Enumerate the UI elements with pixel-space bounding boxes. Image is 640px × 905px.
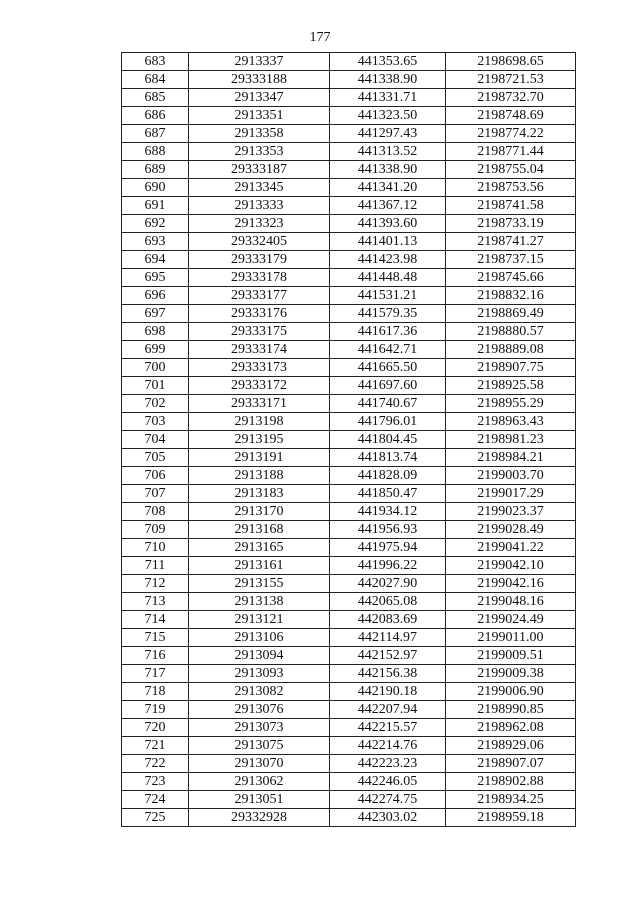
y-coordinate-cell: 2199041.22	[446, 539, 576, 557]
point-id-cell: 29332928	[189, 809, 330, 827]
row-number-cell: 685	[122, 89, 189, 107]
x-coordinate-cell: 442156.38	[330, 665, 446, 683]
y-coordinate-cell: 2199003.70	[446, 467, 576, 485]
row-number-cell: 713	[122, 593, 189, 611]
point-id-cell: 2913155	[189, 575, 330, 593]
x-coordinate-cell: 441338.90	[330, 161, 446, 179]
row-number-cell: 687	[122, 125, 189, 143]
x-coordinate-cell: 442152.97	[330, 647, 446, 665]
y-coordinate-cell: 2198737.15	[446, 251, 576, 269]
y-coordinate-cell: 2198981.23	[446, 431, 576, 449]
row-number-cell: 692	[122, 215, 189, 233]
table-row	[122, 341, 576, 359]
x-coordinate-cell: 441393.60	[330, 215, 446, 233]
x-coordinate-cell: 441297.43	[330, 125, 446, 143]
y-coordinate-cell: 2199024.49	[446, 611, 576, 629]
point-id-cell: 29333188	[189, 71, 330, 89]
x-coordinate-cell: 441740.67	[330, 395, 446, 413]
row-number-cell: 707	[122, 485, 189, 503]
table-row	[122, 611, 576, 629]
x-coordinate-cell: 441367.12	[330, 197, 446, 215]
x-coordinate-cell: 441338.90	[330, 71, 446, 89]
point-id-cell: 2913323	[189, 215, 330, 233]
table-row	[122, 539, 576, 557]
point-id-cell: 2913170	[189, 503, 330, 521]
table-row	[122, 161, 576, 179]
y-coordinate-cell: 2199009.38	[446, 665, 576, 683]
row-number-cell: 696	[122, 287, 189, 305]
row-number-cell: 709	[122, 521, 189, 539]
y-coordinate-cell: 2198934.25	[446, 791, 576, 809]
table-row	[122, 179, 576, 197]
table-row	[122, 809, 576, 827]
row-number-cell: 708	[122, 503, 189, 521]
x-coordinate-cell: 441996.22	[330, 557, 446, 575]
row-number-cell: 714	[122, 611, 189, 629]
point-id-cell: 2913051	[189, 791, 330, 809]
y-coordinate-cell: 2198907.75	[446, 359, 576, 377]
y-coordinate-cell: 2198755.04	[446, 161, 576, 179]
x-coordinate-cell: 441617.36	[330, 323, 446, 341]
y-coordinate-cell: 2198984.21	[446, 449, 576, 467]
point-id-cell: 2913076	[189, 701, 330, 719]
point-id-cell: 2913094	[189, 647, 330, 665]
table-row	[122, 395, 576, 413]
point-id-cell: 29333177	[189, 287, 330, 305]
point-id-cell: 29333174	[189, 341, 330, 359]
y-coordinate-cell: 2199048.16	[446, 593, 576, 611]
x-coordinate-cell: 441934.12	[330, 503, 446, 521]
row-number-cell: 711	[122, 557, 189, 575]
point-id-cell: 29333171	[189, 395, 330, 413]
row-number-cell: 690	[122, 179, 189, 197]
point-id-cell: 2913347	[189, 89, 330, 107]
x-coordinate-cell: 442274.75	[330, 791, 446, 809]
row-number-cell: 717	[122, 665, 189, 683]
row-number-cell: 712	[122, 575, 189, 593]
y-coordinate-cell: 2198959.18	[446, 809, 576, 827]
table-row	[122, 359, 576, 377]
x-coordinate-cell: 441828.09	[330, 467, 446, 485]
y-coordinate-cell: 2199009.51	[446, 647, 576, 665]
y-coordinate-cell: 2199023.37	[446, 503, 576, 521]
coordinates-table	[121, 52, 576, 827]
table-row	[122, 107, 576, 125]
table-row	[122, 251, 576, 269]
y-coordinate-cell: 2199017.29	[446, 485, 576, 503]
x-coordinate-cell: 441796.01	[330, 413, 446, 431]
table-row	[122, 89, 576, 107]
x-coordinate-cell: 442207.94	[330, 701, 446, 719]
y-coordinate-cell: 2198741.27	[446, 233, 576, 251]
row-number-cell: 722	[122, 755, 189, 773]
y-coordinate-cell: 2198925.58	[446, 377, 576, 395]
y-coordinate-cell: 2198741.58	[446, 197, 576, 215]
point-id-cell: 29332405	[189, 233, 330, 251]
point-id-cell: 2913188	[189, 467, 330, 485]
table-row	[122, 413, 576, 431]
table-body	[122, 53, 576, 827]
x-coordinate-cell: 441665.50	[330, 359, 446, 377]
table-row	[122, 269, 576, 287]
y-coordinate-cell: 2198990.85	[446, 701, 576, 719]
row-number-cell: 723	[122, 773, 189, 791]
table-row	[122, 215, 576, 233]
row-number-cell: 686	[122, 107, 189, 125]
point-id-cell: 2913168	[189, 521, 330, 539]
row-number-cell: 704	[122, 431, 189, 449]
table-row	[122, 377, 576, 395]
table-row	[122, 737, 576, 755]
row-number-cell: 688	[122, 143, 189, 161]
point-id-cell: 2913121	[189, 611, 330, 629]
point-id-cell: 2913138	[189, 593, 330, 611]
y-coordinate-cell: 2198869.49	[446, 305, 576, 323]
y-coordinate-cell: 2198732.70	[446, 89, 576, 107]
y-coordinate-cell: 2199042.10	[446, 557, 576, 575]
table-row	[122, 143, 576, 161]
point-id-cell: 29333175	[189, 323, 330, 341]
point-id-cell: 2913198	[189, 413, 330, 431]
x-coordinate-cell: 441579.35	[330, 305, 446, 323]
y-coordinate-cell: 2198698.65	[446, 53, 576, 71]
table-row	[122, 791, 576, 809]
point-id-cell: 29333179	[189, 251, 330, 269]
table-row	[122, 755, 576, 773]
x-coordinate-cell: 442190.18	[330, 683, 446, 701]
point-id-cell: 2913082	[189, 683, 330, 701]
table-row	[122, 593, 576, 611]
row-number-cell: 700	[122, 359, 189, 377]
table-row	[122, 431, 576, 449]
row-number-cell: 725	[122, 809, 189, 827]
point-id-cell: 2913062	[189, 773, 330, 791]
y-coordinate-cell: 2198880.57	[446, 323, 576, 341]
row-number-cell: 718	[122, 683, 189, 701]
row-number-cell: 703	[122, 413, 189, 431]
row-number-cell: 710	[122, 539, 189, 557]
x-coordinate-cell: 442223.23	[330, 755, 446, 773]
row-number-cell: 724	[122, 791, 189, 809]
x-coordinate-cell: 442214.76	[330, 737, 446, 755]
point-id-cell: 2913073	[189, 719, 330, 737]
table-row	[122, 503, 576, 521]
point-id-cell: 2913106	[189, 629, 330, 647]
page-number: 177	[309, 30, 331, 45]
x-coordinate-cell: 441531.21	[330, 287, 446, 305]
x-coordinate-cell: 441401.13	[330, 233, 446, 251]
row-number-cell: 701	[122, 377, 189, 395]
y-coordinate-cell: 2198832.16	[446, 287, 576, 305]
point-id-cell: 2913183	[189, 485, 330, 503]
point-id-cell: 29333172	[189, 377, 330, 395]
y-coordinate-cell: 2198774.22	[446, 125, 576, 143]
x-coordinate-cell: 442083.69	[330, 611, 446, 629]
y-coordinate-cell: 2198771.44	[446, 143, 576, 161]
table-row	[122, 575, 576, 593]
point-id-cell: 29333173	[189, 359, 330, 377]
y-coordinate-cell: 2198721.53	[446, 71, 576, 89]
point-id-cell: 2913358	[189, 125, 330, 143]
table-row	[122, 125, 576, 143]
point-id-cell: 2913337	[189, 53, 330, 71]
x-coordinate-cell: 442065.08	[330, 593, 446, 611]
point-id-cell: 2913191	[189, 449, 330, 467]
x-coordinate-cell: 441423.98	[330, 251, 446, 269]
row-number-cell: 702	[122, 395, 189, 413]
x-coordinate-cell: 441642.71	[330, 341, 446, 359]
row-number-cell: 715	[122, 629, 189, 647]
y-coordinate-cell: 2199028.49	[446, 521, 576, 539]
row-number-cell: 695	[122, 269, 189, 287]
y-coordinate-cell: 2199042.16	[446, 575, 576, 593]
point-id-cell: 2913070	[189, 755, 330, 773]
point-id-cell: 2913075	[189, 737, 330, 755]
row-number-cell: 721	[122, 737, 189, 755]
row-number-cell: 719	[122, 701, 189, 719]
row-number-cell: 705	[122, 449, 189, 467]
table-row	[122, 197, 576, 215]
y-coordinate-cell: 2198963.43	[446, 413, 576, 431]
table-row	[122, 53, 576, 71]
y-coordinate-cell: 2198902.88	[446, 773, 576, 791]
row-number-cell: 716	[122, 647, 189, 665]
table-row	[122, 521, 576, 539]
y-coordinate-cell: 2198748.69	[446, 107, 576, 125]
y-coordinate-cell: 2199006.90	[446, 683, 576, 701]
table-row	[122, 683, 576, 701]
x-coordinate-cell: 442114.97	[330, 629, 446, 647]
row-number-cell: 694	[122, 251, 189, 269]
table-row	[122, 629, 576, 647]
row-number-cell: 691	[122, 197, 189, 215]
x-coordinate-cell: 441323.50	[330, 107, 446, 125]
x-coordinate-cell: 441975.94	[330, 539, 446, 557]
table-row	[122, 305, 576, 323]
x-coordinate-cell: 441804.45	[330, 431, 446, 449]
point-id-cell: 2913353	[189, 143, 330, 161]
point-id-cell: 2913093	[189, 665, 330, 683]
table-row	[122, 323, 576, 341]
x-coordinate-cell: 441697.60	[330, 377, 446, 395]
row-number-cell: 698	[122, 323, 189, 341]
x-coordinate-cell: 442027.90	[330, 575, 446, 593]
x-coordinate-cell: 441331.71	[330, 89, 446, 107]
point-id-cell: 2913161	[189, 557, 330, 575]
y-coordinate-cell: 2198753.56	[446, 179, 576, 197]
row-number-cell: 683	[122, 53, 189, 71]
table-row	[122, 665, 576, 683]
x-coordinate-cell: 441850.47	[330, 485, 446, 503]
row-number-cell: 689	[122, 161, 189, 179]
point-id-cell: 29333178	[189, 269, 330, 287]
y-coordinate-cell: 2198955.29	[446, 395, 576, 413]
y-coordinate-cell: 2198889.08	[446, 341, 576, 359]
table-row	[122, 773, 576, 791]
point-id-cell: 29333187	[189, 161, 330, 179]
y-coordinate-cell: 2198929.06	[446, 737, 576, 755]
x-coordinate-cell: 441448.48	[330, 269, 446, 287]
x-coordinate-cell: 441313.52	[330, 143, 446, 161]
point-id-cell: 2913333	[189, 197, 330, 215]
table-row	[122, 647, 576, 665]
row-number-cell: 706	[122, 467, 189, 485]
x-coordinate-cell: 441956.93	[330, 521, 446, 539]
point-id-cell: 2913345	[189, 179, 330, 197]
x-coordinate-cell: 441341.20	[330, 179, 446, 197]
table-row	[122, 233, 576, 251]
point-id-cell: 2913195	[189, 431, 330, 449]
point-id-cell: 29333176	[189, 305, 330, 323]
table-row	[122, 71, 576, 89]
table-row	[122, 467, 576, 485]
x-coordinate-cell: 442303.02	[330, 809, 446, 827]
row-number-cell: 697	[122, 305, 189, 323]
table-row	[122, 719, 576, 737]
x-coordinate-cell: 441353.65	[330, 53, 446, 71]
table-row	[122, 485, 576, 503]
y-coordinate-cell: 2199011.00	[446, 629, 576, 647]
y-coordinate-cell: 2198962.08	[446, 719, 576, 737]
x-coordinate-cell: 442215.57	[330, 719, 446, 737]
row-number-cell: 720	[122, 719, 189, 737]
x-coordinate-cell: 441813.74	[330, 449, 446, 467]
table-row	[122, 701, 576, 719]
table-row	[122, 449, 576, 467]
point-id-cell: 2913165	[189, 539, 330, 557]
table-row	[122, 557, 576, 575]
row-number-cell: 699	[122, 341, 189, 359]
row-number-cell: 684	[122, 71, 189, 89]
y-coordinate-cell: 2198907.07	[446, 755, 576, 773]
y-coordinate-cell: 2198745.66	[446, 269, 576, 287]
x-coordinate-cell: 442246.05	[330, 773, 446, 791]
row-number-cell: 693	[122, 233, 189, 251]
y-coordinate-cell: 2198733.19	[446, 215, 576, 233]
table-row	[122, 287, 576, 305]
point-id-cell: 2913351	[189, 107, 330, 125]
